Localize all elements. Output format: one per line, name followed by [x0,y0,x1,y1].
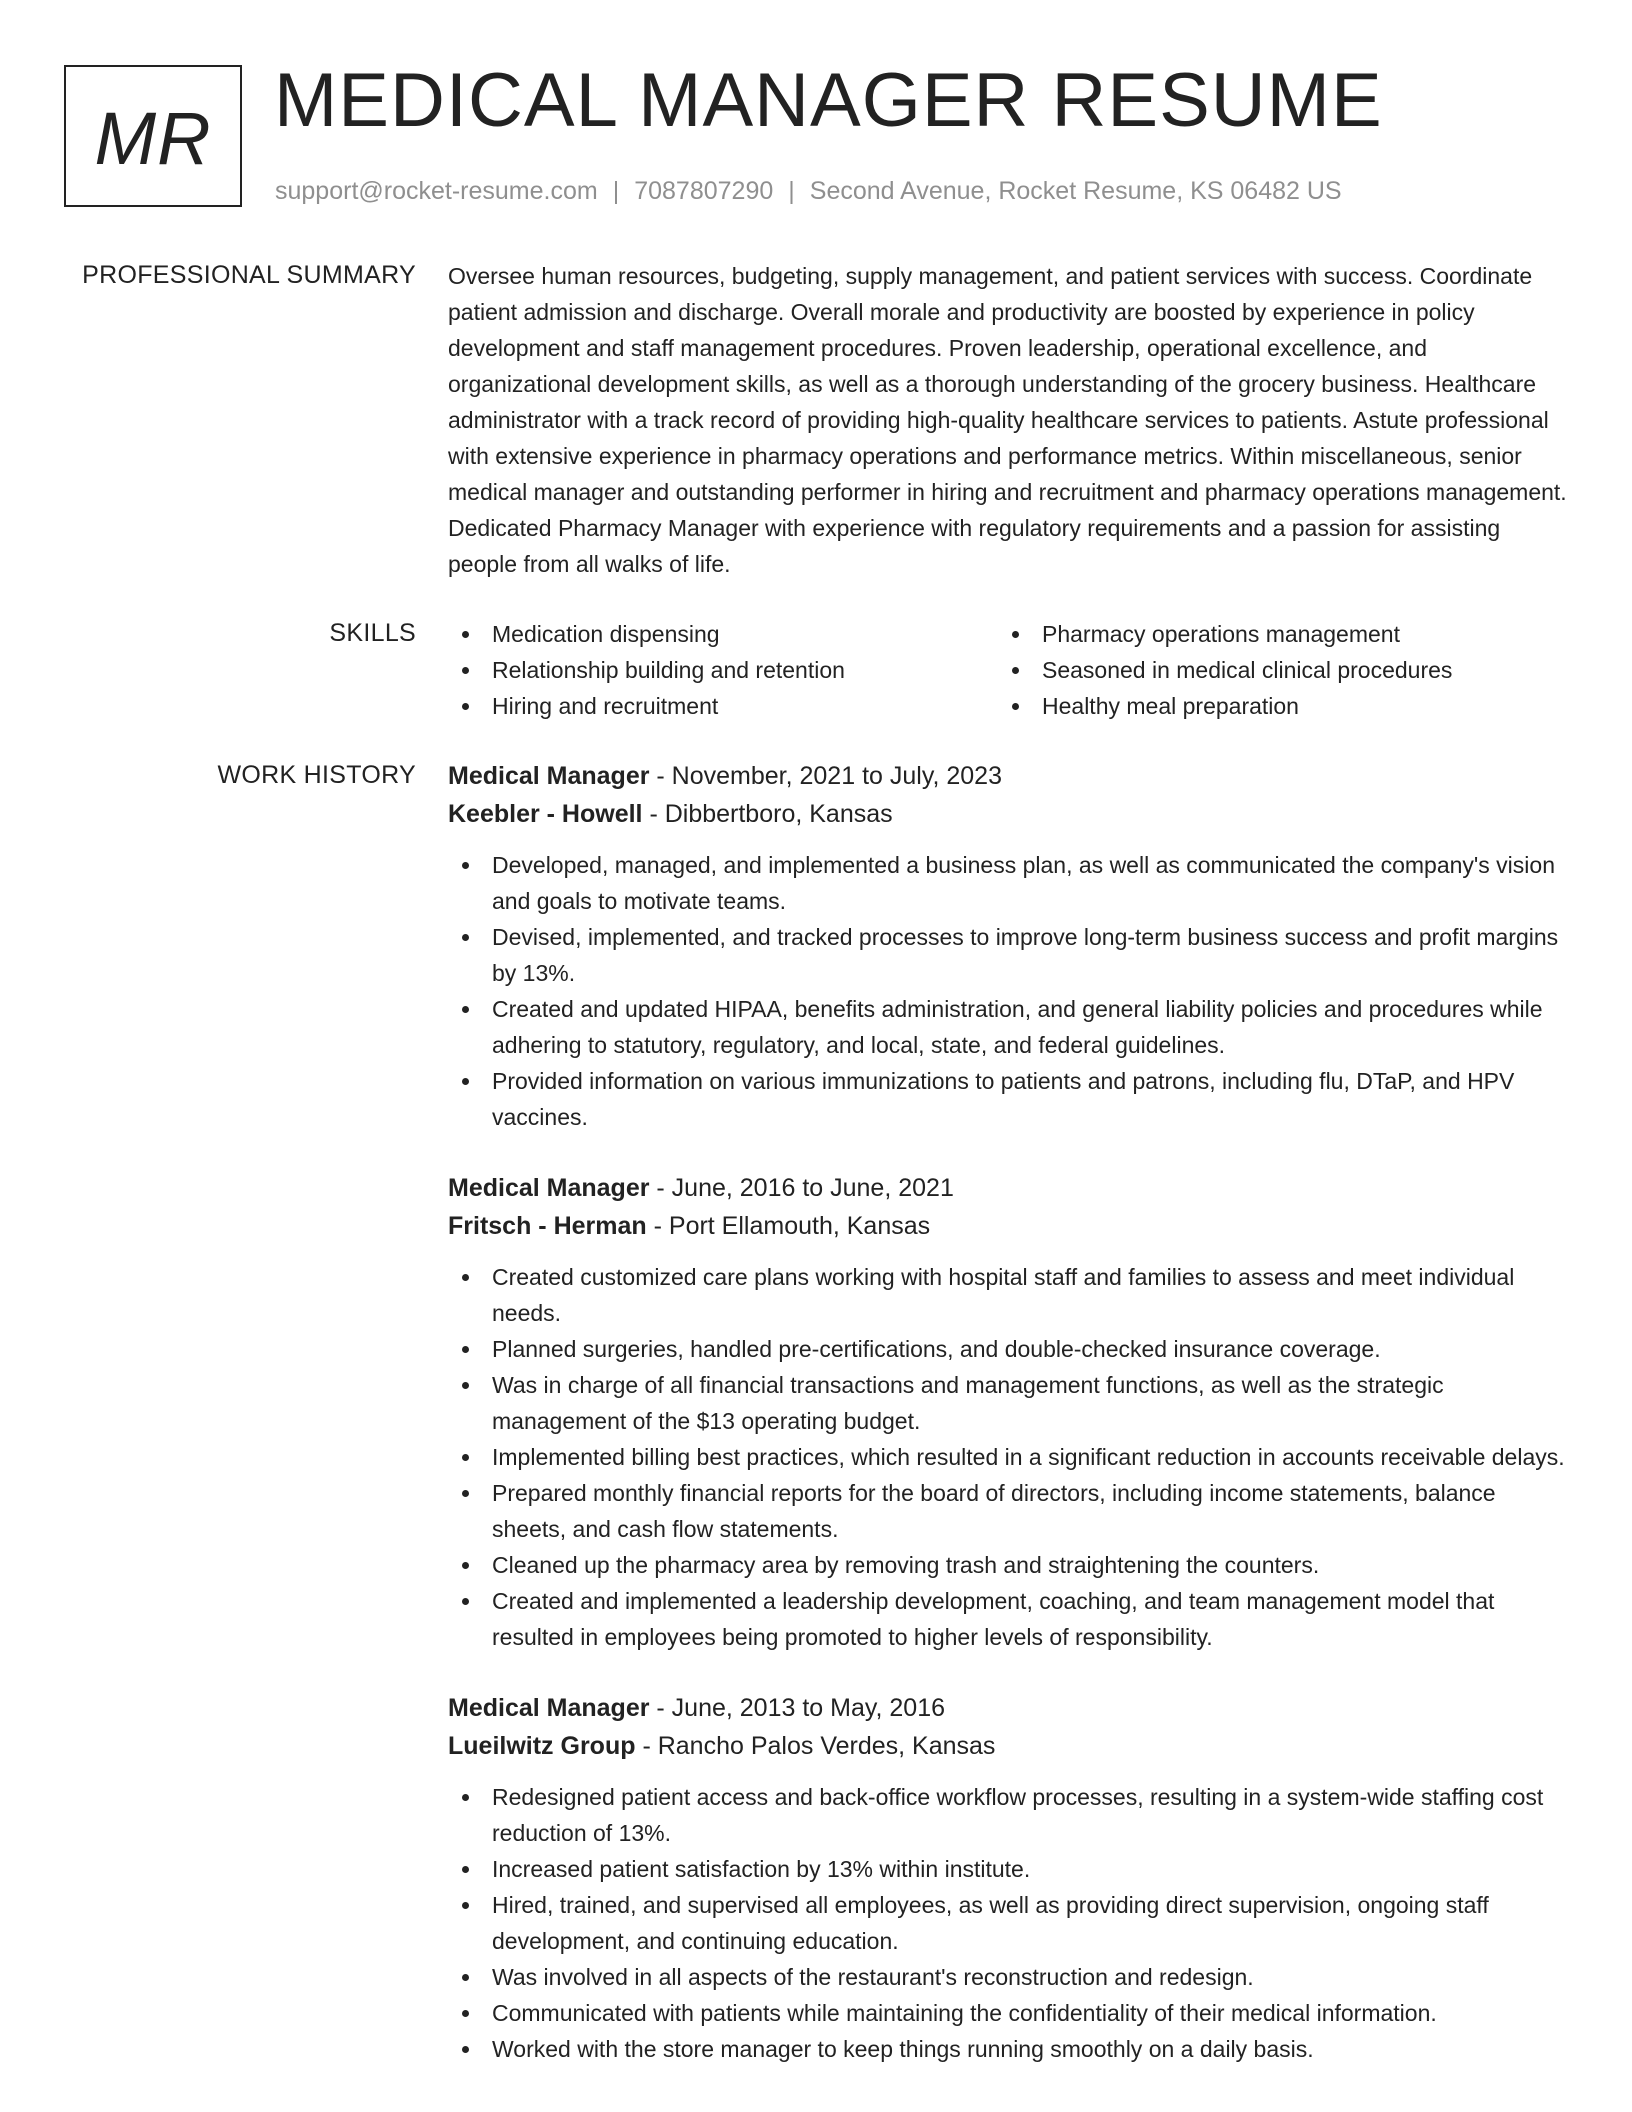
job-duty: Implemented billing best practices, which resulted in a significant reduction in accounts receivable delays. [448,1439,1572,1475]
job-title-line [448,757,1572,795]
job-duty: Communicated with patients while maintaining the confidentiality of their medical information. [448,1995,1572,2031]
resume-title: MEDICAL MANAGER RESUME [274,58,1383,143]
job-company-line [448,1727,1572,1765]
job-duty: Cleaned up the pharmacy area by removing trash and straightening the counters. [448,1547,1572,1583]
monogram-initials: MR [94,96,212,180]
job-duty: Was in charge of all financial transactions and management functions, as well as the strategic management of the $13 operating budget. [448,1367,1572,1439]
section-label-work-history: WORK HISTORY [217,761,416,789]
job-dates: - June, 2016 to June, 2021 [649,1174,954,1202]
job-duty: Developed, managed, and implemented a business plan, as well as communicated the company's vision and goals to motivate teams. [448,847,1572,919]
skill-item: Healthy meal preparation [998,688,1548,724]
job-duty: Provided information on various immunizations to patients and patrons, including flu, DTaP, and HPV vaccines. [448,1063,1572,1135]
job-duty: Hired, trained, and supervised all employees, as well as providing direct supervision, ongoing staff development, and continuing education. [448,1887,1572,1959]
skill-item: Hiring and recruitment [448,688,998,724]
job-entry [448,1169,1572,1655]
contact-line [275,174,1342,208]
section-label-summary: PROFESSIONAL SUMMARY [82,261,416,289]
job-title-line [448,1169,1572,1207]
job-title-line [448,1689,1572,1727]
summary-text: Oversee human resources, budgeting, supply management, and patient services with success. Coordinate patient admission and discharge. Overall morale and productivity are boosted by experience in policy development and staff management procedures. Proven leadership, operational excellence, and organizational development skills, as well as a thorough understanding of the grocery business. Healthcare administrator with a track record of providing high-quality healthcare services to patients. Astute professional with extensive experience in pharmacy operations and performance metrics. Within miscellaneous, senior medical manager and outstanding performer in hiring and recruitment and pharmacy operations management. Dedicated Pharmacy Manager with experience with regulatory requirements and a passion for assisting people from all walks of life. [448,263,1567,577]
job-location: - Port Ellamouth, Kansas [646,1212,931,1240]
job-company-line [448,795,1572,833]
contact-email: support@rocket-resume.com [275,177,598,205]
job-title: Medical Manager [448,762,650,790]
job-title: Medical Manager [448,1694,650,1722]
job-location: - Rancho Palos Verdes, Kansas [635,1732,996,1760]
job-duty: Created customized care plans working with hospital staff and families to assess and meet individual needs. [448,1259,1572,1331]
job-company: Fritsch - Herman [448,1212,647,1240]
job-entry [448,757,1572,1135]
skills-section [448,616,1572,724]
section-label-skills: SKILLS [329,619,416,647]
monogram-logo [64,65,242,207]
job-company: Lueilwitz Group [448,1732,636,1760]
work-history-section [448,757,1572,2101]
job-duty: Prepared monthly financial reports for the board of directors, including income statements, balance sheets, and cash flow statements. [448,1475,1572,1547]
job-dates: - June, 2013 to May, 2016 [649,1694,946,1722]
job-dates: - November, 2021 to July, 2023 [649,762,1002,790]
contact-separator: | [612,177,620,205]
contact-separator: | [788,177,795,205]
job-duty: Devised, implemented, and tracked processes to improve long-term business success and profit margins by 13%. [448,919,1572,991]
job-duty: Planned surgeries, handled pre-certifications, and double-checked insurance coverage. [448,1331,1572,1367]
skill-item: Relationship building and retention [448,652,998,688]
job-location: - Dibbertboro, Kansas [642,800,893,828]
contact-phone: 7087807290 [634,177,774,205]
skills-list-right [998,616,1548,724]
job-duties-list [448,1259,1572,1655]
job-duty: Created and implemented a leadership development, coaching, and team management model that resulted in employees being promoted to higher levels of responsibility. [448,1583,1572,1655]
skills-list-left [448,616,998,724]
job-duty: Redesigned patient access and back-office workflow processes, resulting in a system-wide staffing cost reduction of 13%. [448,1779,1572,1851]
job-duty: Created and updated HIPAA, benefits administration, and general liability policies and procedures while adhering to statutory, regulatory, and local, state, and federal guidelines. [448,991,1572,1063]
skill-item: Medication dispensing [448,616,998,652]
skill-item: Pharmacy operations management [998,616,1548,652]
job-company: Keebler - Howell [448,800,643,828]
job-company-line [448,1207,1572,1245]
contact-address: Second Avenue, Rocket Resume, KS 06482 US [809,177,1342,205]
job-duties-list [448,1779,1572,2067]
job-duties-list [448,847,1572,1135]
job-duty: Increased patient satisfaction by 13% within institute. [448,1851,1572,1887]
job-entry [448,1689,1572,2067]
skills-grid [448,616,1572,724]
job-title: Medical Manager [448,1174,650,1202]
job-duty: Was involved in all aspects of the restaurant's reconstruction and redesign. [448,1959,1572,1995]
job-duty: Worked with the store manager to keep things running smoothly on a daily basis. [448,2031,1572,2067]
skill-item: Seasoned in medical clinical procedures [998,652,1548,688]
